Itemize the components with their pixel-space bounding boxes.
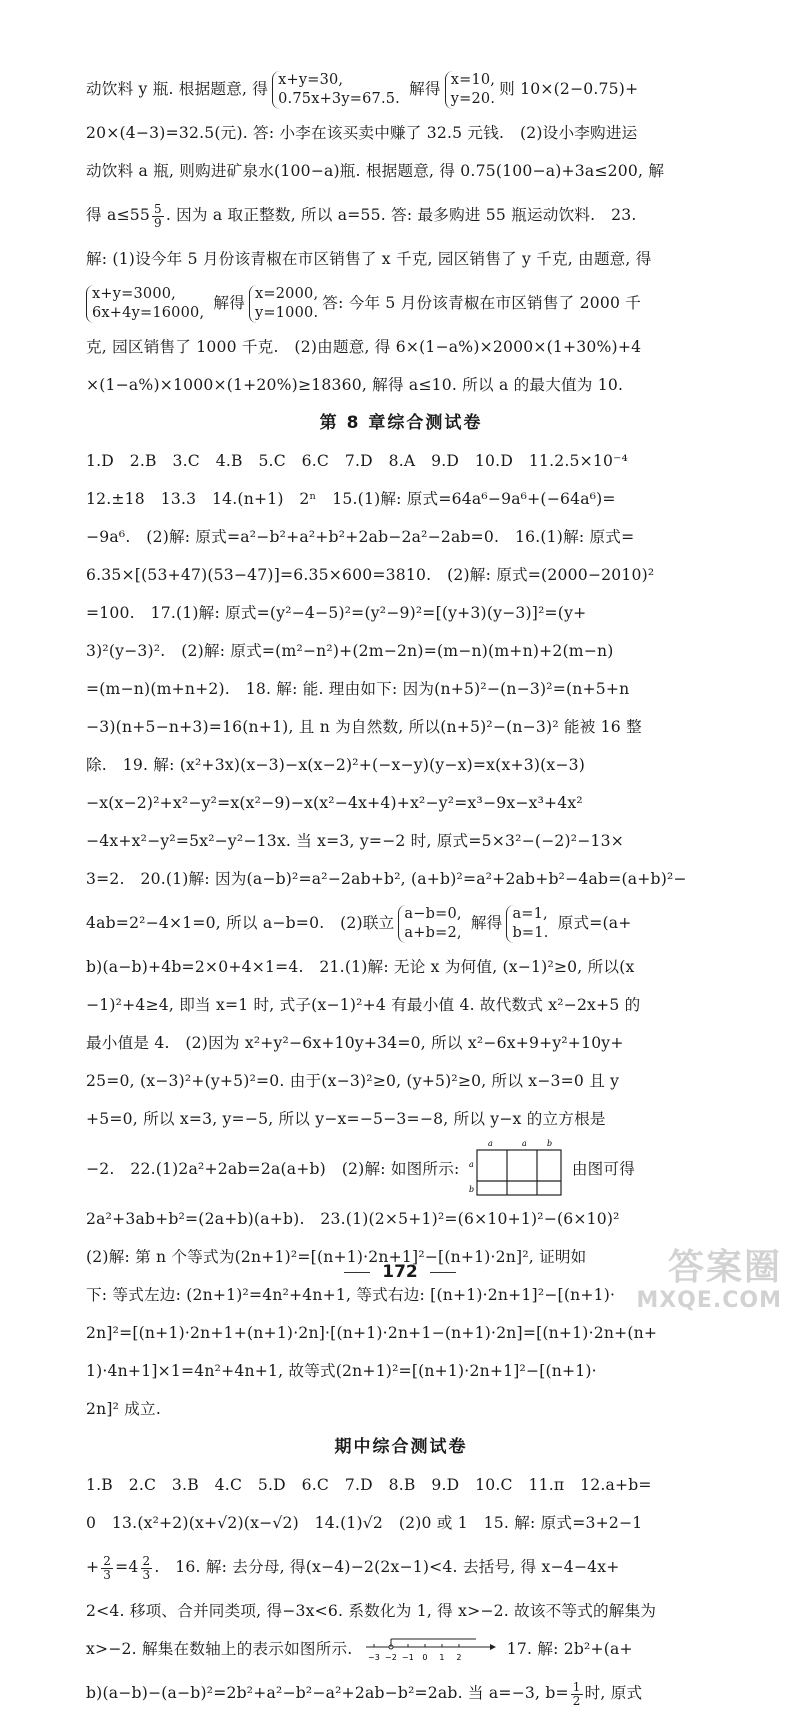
fraction: $\frac{1}{2}$ — [572, 1679, 581, 1708]
text-line: 3=2. 20.(1)解: 因为(a−b)²=a²−2ab+b², (a+b)²=a²+2ab+b²−4ab=(a+b)²− — [86, 870, 687, 888]
fig-label: b — [546, 1139, 552, 1148]
text-line: 20×(4−3)=32.5(元). 答: 小李在该买卖中赚了 32.5 元钱. (2)设小李购进运 — [86, 124, 638, 142]
fig-label: a — [487, 1139, 493, 1148]
fig-label: a — [521, 1139, 527, 1148]
answer-page — [86, 64, 716, 1718]
equation-system: x+y=3000, 6x+4y=16000, — [86, 285, 204, 323]
section-heading: 期中综合测试卷 — [334, 1437, 468, 1457]
equation-system: x+y=30, 0.75x+3y=67.5. — [272, 71, 400, 109]
text-line: x>−2. 解集在数轴上的表示如图所示. −3 −2 −1 0 1 2 17. 解: 2b²+(a+ — [86, 1630, 716, 1668]
text-line: 3)²(y−3)². (2)解: 原式=(m²−n²)+(2m−2n)=(m−n)(m+n)+2(m−n) — [86, 642, 614, 660]
text-line: x+y=3000, 6x+4y=16000, 解得 x=2000, y=1000. 答: 今年 5 月份该青椒在市区销售了 2000 千 — [86, 278, 716, 328]
text-line: 2<4. 移项、合并同类项, 得−3x<6. 系数化为 1, 得 x>−2. 故该不等式的解集为 — [86, 1602, 657, 1620]
fraction: $\frac{5}{9}$ — [153, 201, 162, 230]
divider — [344, 1272, 370, 1273]
text-line: 2n]²=[(n+1)·2n+1+(n+1)·2n]·[(n+1)·2n+1−(n+1)·2n]=[(n+1)·2n+(n+ — [86, 1324, 658, 1342]
text-line: 1.D 2.B 3.C 4.B 5.C 6.C 7.D 8.A 9.D 10.D 11.2.5×10⁻⁴ — [86, 452, 629, 470]
text-line: −x(x−2)²+x²−y²=x(x²−9)−x(x²−4x+4)+x²−y²=x³−9x−x³+4x² — [86, 794, 583, 812]
text-line: 6.35×[(53+47)(53−47)]=6.35×600=3810. (2)解: 原式=(2000−2010)² — [86, 566, 655, 584]
section-heading: 第 8 章综合测试卷 — [319, 413, 483, 433]
text-segment: 解得 — [403, 80, 441, 98]
number-line-tick-label: −2 — [384, 1653, 397, 1662]
number-line-tick-label: −3 — [367, 1653, 380, 1662]
fig-label: b — [468, 1185, 474, 1194]
text-line: −3)(n+5−n+3)=16(n+1), 且 n 为自然数, 所以(n+5)²−(n−3)² 能被 16 整 — [86, 718, 642, 736]
text-line: −1)²+4≥4, 即当 x=1 时, 式子(x−1)²+4 有最小值 4. 故代数式 x²−2x+5 的 — [86, 996, 641, 1014]
text-line: 4ab=2²−4×1=0, 所以 a−b=0. (2)联立 a−b=0, a+b=2, 解得 a=1, b=1. 原式=(a+ — [86, 906, 632, 941]
text-line: 最小值是 4. (2)因为 x²+y²−6x+10y+34=0, 所以 x²−6x+9+y²+10y+ — [86, 1034, 624, 1052]
equation-system: x=2000, y=1000. — [249, 285, 318, 323]
text-line: 25=0, (x−3)²+(y+5)²=0. 由于(x−3)²≥0, (y+5)²≥0, 所以 x−3=0 且 y — [86, 1072, 620, 1090]
text-segment: 则 10×(2−0.75)+ — [499, 80, 639, 98]
number-line-tick-label: 2 — [455, 1653, 462, 1662]
page-number: 172 — [0, 1262, 800, 1282]
text-line: 动饮料 a 瓶, 则购进矿泉水(100−a)瓶. 根据题意, 得 0.75(100−a)+3a≤200, 解 — [86, 162, 665, 180]
text-line: 1.B 2.C 3.B 4.C 5.D 6.C 7.D 8.B 9.D 10.C 11.π 12.a+b= — [86, 1476, 652, 1494]
text-line: 除. 19. 解: (x²+3x)(x−3)−x(x−2)²+(−x−y)(y−x)=x(x+3)(x−3) — [86, 756, 586, 774]
text-line — [86, 64, 716, 114]
text-line: =100. 17.(1)解: 原式=(y²−4−5)²=(y²−9)²=[(y+3)(y−3)]²=(y+ — [86, 604, 587, 622]
text-line: 12.±18 13.3 14.(n+1) 2ⁿ 15.(1)解: 原式=64a⁶−9a⁶+(−64a⁶)= — [86, 490, 616, 508]
rectangle-grid-figure — [467, 1139, 565, 1201]
fraction: $\frac{2}{3}$ — [103, 1553, 112, 1582]
text-line: (2)解: 第 n 个等式为(2n+1)²=[(n+1)·2n+1]²−[(n+1)·2n]², 证明如 — [86, 1248, 587, 1266]
text-segment: 动饮料 y 瓶. 根据题意, 得 — [86, 80, 269, 98]
text-line: −2. 22.(1)2a²+2ab=2a(a+b) (2)解: 如图所示: a a b a b 由图可得 — [86, 1138, 716, 1200]
text-line: b)(a−b)−(a−b)²=2b²+a²−b²−a²+2ab−b²=2ab. 当 a=−3, b= $\frac{1}{2}$ 时, 原式 — [86, 1679, 643, 1708]
text-line: −9a⁶. (2)解: 原式=a²−b²+a²+b²+2ab−2a²−2ab=0. 16.(1)解: 原式= — [86, 528, 635, 546]
text-line: 0 13.(x²+2)(x+√2)(x−√2) 14.(1)√2 (2)0 或 1 15. 解: 原式=3+2−1 — [86, 1514, 643, 1532]
text-line: ×(1−a%)×1000×(1+20%)≥18360, 解得 a≤10. 所以 a 的最大值为 10. — [86, 376, 624, 394]
text-line: 克, 园区销售了 1000 千克. (2)由题意, 得 6×(1−a%)×2000×(1+30%)+4 — [86, 338, 642, 356]
number-line-figure — [364, 1637, 496, 1663]
equation-system: a=1, b=1. — [506, 905, 548, 943]
text-line: + $\frac{2}{3}$ =4 $\frac{2}{3}$ . 16. 解: 去分母, 得(x−4)−2(2x−1)<4. 去括号, 得 x−4−4x+ — [86, 1553, 620, 1582]
fig-label: a — [468, 1160, 474, 1169]
text-line: 2a²+3ab+b²=(2a+b)(a+b). 23.(1)(2×5+1)²=(6×10+1)²−(6×10)² — [86, 1210, 620, 1228]
text-line: 2n]² 成立. — [86, 1400, 162, 1418]
text-line: b)(a−b)+4b=2×0+4×1=4. 21.(1)解: 无论 x 为何值, (x−1)²≥0, 所以(x — [86, 958, 635, 976]
text-line: +5=0, 所以 x=3, y=−5, 所以 y−x=−5−3=−8, 所以 y−x 的立方根是 — [86, 1110, 606, 1128]
number-line-tick-label: 1 — [438, 1653, 445, 1662]
text-line: 下: 等式左边: (2n+1)²=4n²+4n+1, 等式右边: [(n+1)·2n+1]²−[(n+1)· — [86, 1286, 616, 1304]
text-line: =(m−n)(m+n+2). 18. 解: 能. 理由如下: 因为(n+5)²−(n−3)²=(n+5+n — [86, 680, 630, 698]
text-line: −4x+x²−y²=5x²−y²−13x. 当 x=3, y=−2 时, 原式=5×3²−(−2)²−13× — [86, 832, 625, 850]
equation-system: a−b=0, a+b=2, — [398, 905, 461, 943]
watermark-logo: 答案圈 MXQE.COM — [636, 1247, 782, 1313]
divider — [430, 1272, 456, 1273]
text-line: 得 a≤55 $\frac{5}{9}$ . 因为 a 取正整数, 所以 a=55. 答: 最多购进 55 瓶运动饮料. 23. — [86, 201, 637, 230]
fraction: $\frac{2}{3}$ — [142, 1553, 151, 1582]
text-line: 1)·4n+1]×1=4n²+4n+1, 故等式(2n+1)²=[(n+1)·2n+1]²−[(n+1)· — [86, 1362, 597, 1380]
number-line-tick-label: 0 — [421, 1653, 428, 1662]
equation-system: x=10, y=20. — [445, 71, 495, 109]
text-line: 解: (1)设今年 5 月份该青椒在市区销售了 x 千克, 园区销售了 y 千克, 由题意, 得 — [86, 250, 652, 268]
number-line-tick-label: −1 — [401, 1653, 414, 1662]
